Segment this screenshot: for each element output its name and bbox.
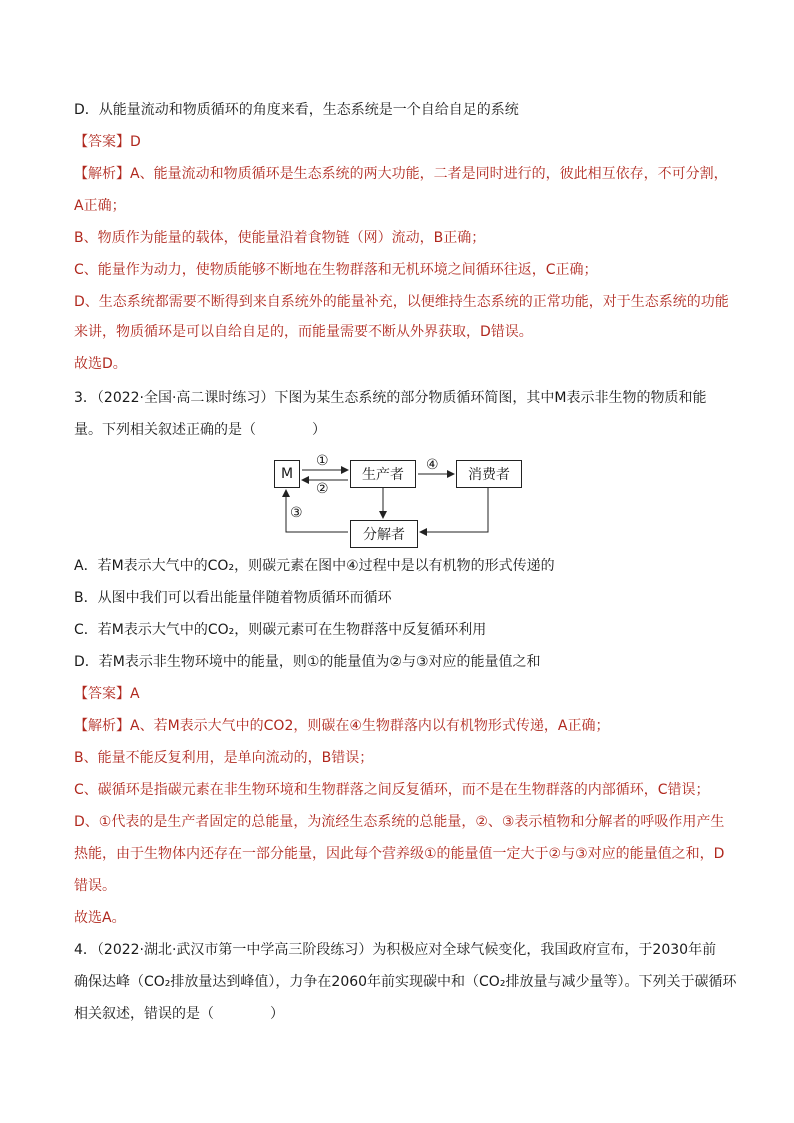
answer-line-2: [74, 684, 140, 704]
explanation2-d-cont: 热能，由于生物体内还存在一部分能量，因此每个营养级①的能量值一定大于②与③对应的能量值之和，D: [74, 846, 725, 862]
explanation-tag: 【解析】: [74, 166, 130, 182]
explanation2-c-line: C、碳循环是指碳元素在非生物环境和生物群落之间反复循环，而不是在生物群落的内部循环，C错误；: [74, 782, 710, 798]
explanation-b-line: B、物质作为能量的载体，使能量沿着食物链（网）流动，B正确；: [74, 230, 486, 246]
explanation-a-cont: A正确；: [74, 198, 126, 214]
explanation-c-line: C、能量作为动力，使物质能够不断地在生物群落和无机环境之间循环往返，C正确；: [74, 262, 598, 278]
node-producer: 生产者: [350, 460, 416, 488]
answer-tag: 【答案】: [74, 686, 130, 702]
explanation-d-cont: 来讲，物质循环是可以自给自足的，而能量需要不断从外界获取，D错误。: [74, 324, 533, 340]
question-3-option-a: A．若M表示大气中的CO₂，则碳元素在图中④过程中是以有机物的形式传递的: [74, 558, 555, 574]
answer-value: D: [130, 134, 141, 150]
node-decomposer: 分解者: [350, 520, 418, 548]
label-4: ④: [426, 457, 439, 473]
label-2: ②: [316, 481, 329, 497]
selection-line-2: 故选A。: [74, 910, 126, 926]
explanation2-a-line: [74, 716, 610, 736]
explanation2-d-cont2: 错误。: [74, 878, 116, 894]
question-3-option-c: C．若M表示大气中的CO₂，则碳元素可在生物群落中反复循环利用: [74, 622, 487, 638]
material-cycle-diagram: [270, 452, 510, 552]
explanation-text: A、若M表示大气中的CO2，则碳在④生物群落内以有机物形式传递，A正确；: [130, 718, 610, 734]
question-3-option-d: D．若M表示非生物环境中的能量，则①的能量值为②与③对应的能量值之和: [74, 654, 541, 670]
label-1: ①: [316, 453, 329, 469]
question-4-stem-cont: 确保达峰（CO₂排放量达到峰值），力争在2060年前实现碳中和（CO₂排放量与减少量等）。下列关于碳循环: [74, 974, 737, 990]
explanation2-d-line: D、①代表的是生产者固定的总能量，为流经生态系统的总能量，②、③表示植物和分解者的呼吸作用产生: [74, 814, 725, 830]
answer-tag: 【答案】: [74, 134, 130, 150]
question-3-stem: 3．（2022·全国·高二课时练习）下图为某生态系统的部分物质循环简图，其中M表示非生物的物质和能: [74, 390, 707, 406]
explanation-tag: 【解析】: [74, 718, 130, 734]
answer-value: A: [130, 686, 140, 702]
question-4-stem-cont2: 相关叙述，错误的是（ ）: [74, 1006, 284, 1022]
question-3-option-b: B．从图中我们可以看出能量伴随着物质循环而循环: [74, 590, 392, 606]
arrow-consumer-decomposer: [420, 488, 488, 532]
explanation2-b-line: B、能量不能反复利用，是单向流动的，B错误；: [74, 750, 374, 766]
question-4-stem: 4．（2022·湖北·武汉市第一中学高三阶段练习）为积极应对全球气候变化，我国政府宣布，于2030年前: [74, 942, 717, 958]
explanation-text: A、能量流动和物质循环是生态系统的两大功能，二者是同时进行的，彼此相互依存，不可分割，: [130, 166, 728, 182]
selection-line-1: 故选D。: [74, 356, 127, 372]
option-d-line: D．从能量流动和物质循环的角度来看，生态系统是一个自给自足的系统: [74, 102, 519, 118]
answer-line-1: [74, 132, 141, 152]
label-3: ③: [290, 505, 303, 521]
node-m: M: [274, 460, 300, 488]
node-consumer: 消费者: [456, 460, 522, 488]
explanation-a-line: [74, 164, 728, 184]
question-3-stem-cont: 量。下列相关叙述正确的是（ ）: [74, 422, 326, 438]
explanation-d-line: D、生态系统都需要不断得到来自系统外的能量补充，以便维持生态系统的正常功能，对于生态系统的功能: [74, 294, 729, 310]
